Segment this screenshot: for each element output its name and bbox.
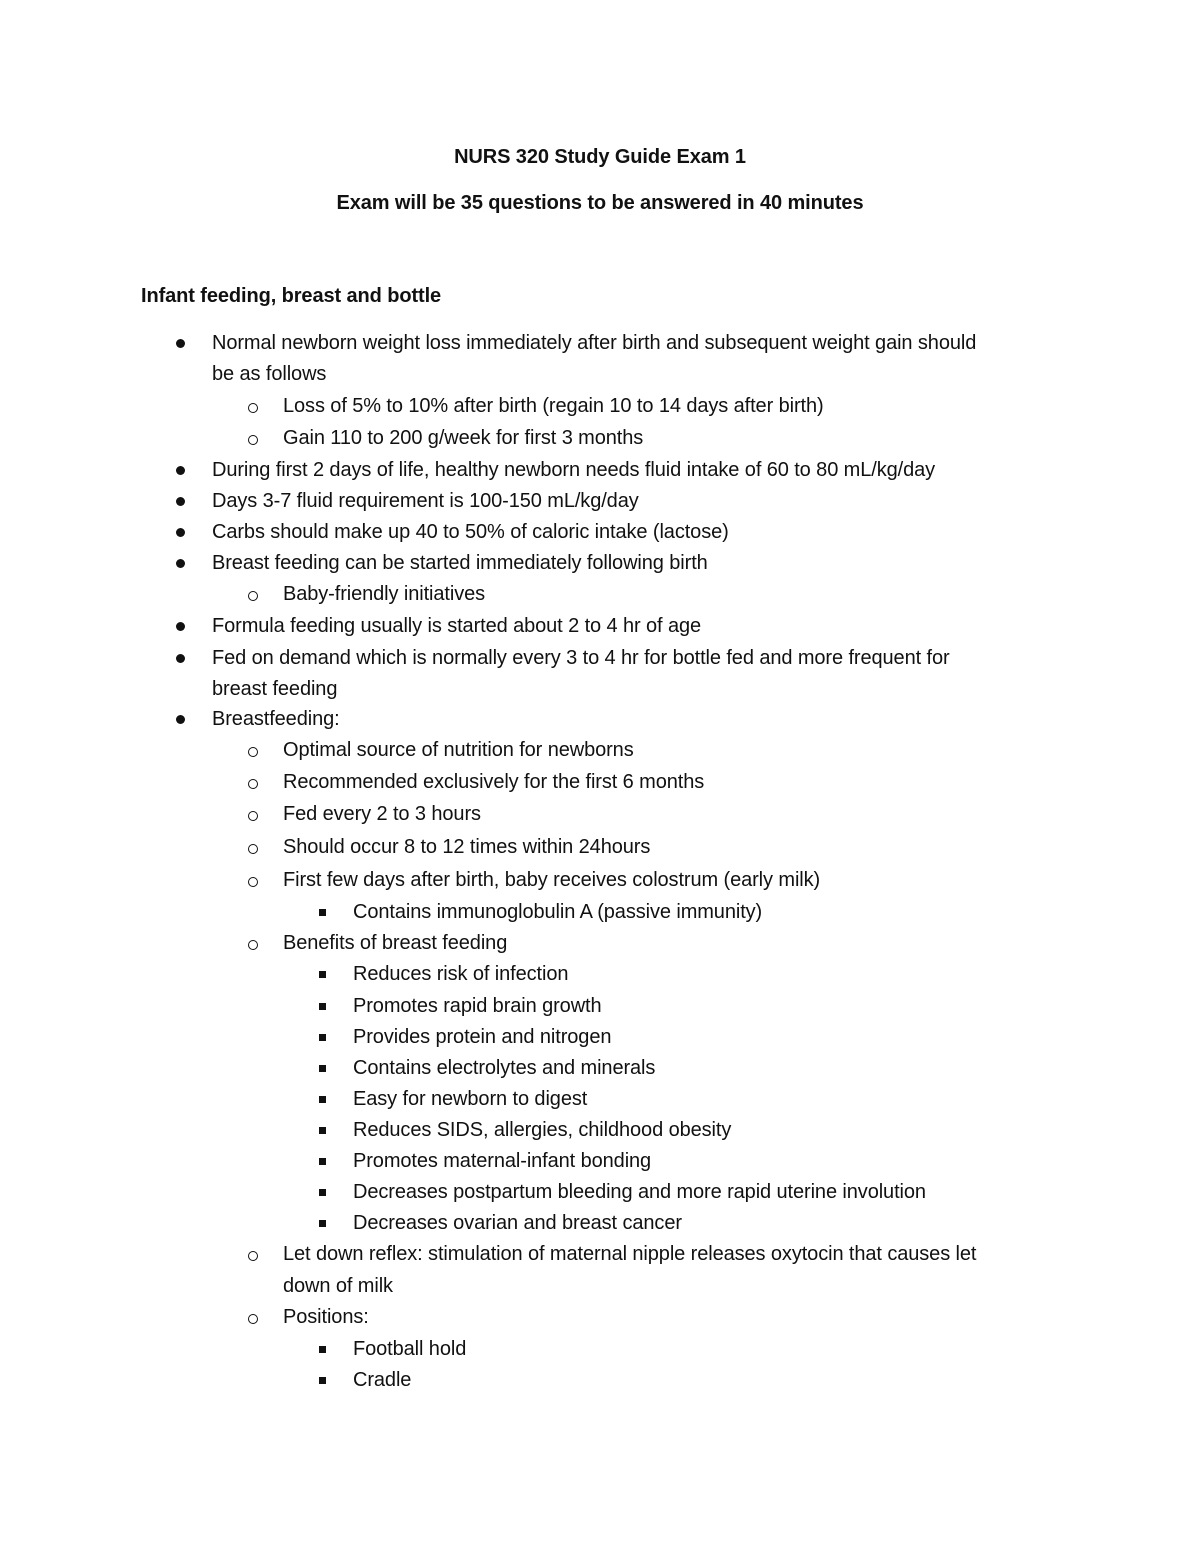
- list-item-text: Carbs should make up 40 to 50% of caloric intake (lactose): [212, 521, 729, 543]
- list-item-text: Contains immunoglobulin A (passive immunity): [353, 901, 763, 923]
- bullet-circle-icon: [248, 940, 258, 950]
- list-item-text: Should occur 8 to 12 times within 24hours: [283, 836, 651, 858]
- bullet-square-icon: [319, 1127, 326, 1134]
- bullet-circle-icon: [248, 403, 258, 413]
- bullet-circle-icon: [248, 877, 258, 887]
- bullet-circle-icon: [248, 779, 258, 789]
- bullet-circle-icon: [248, 1314, 258, 1324]
- list-item-text: Gain 110 to 200 g/week for first 3 months: [283, 427, 644, 449]
- bullet-circle-icon: [248, 811, 258, 821]
- bullet-circle-icon: [248, 591, 258, 601]
- bullet-dot-icon: [176, 528, 185, 537]
- list-item-text: Decreases ovarian and breast cancer: [353, 1212, 682, 1234]
- list-item-text: Promotes maternal-infant bonding: [353, 1150, 652, 1172]
- bullet-square-icon: [319, 1377, 326, 1384]
- list-item-text: Reduces risk of infection: [353, 963, 569, 985]
- section-heading: Infant feeding, breast and bottle: [141, 285, 442, 307]
- list-item-text: Positions:: [283, 1306, 369, 1328]
- bullet-square-icon: [319, 1096, 326, 1103]
- list-item-text: Football hold: [353, 1338, 467, 1360]
- bullet-square-icon: [319, 1003, 326, 1010]
- list-item-text: Benefits of breast feeding: [283, 932, 508, 954]
- bullet-dot-icon: [176, 466, 185, 475]
- list-item-text: Formula feeding usually is started about 2 to 4 hr of age: [212, 615, 702, 637]
- list-item-text: Let down reflex: stimulation of maternal nipple releases oxytocin that causes let: [283, 1243, 977, 1265]
- list-item-text: Cradle: [353, 1369, 412, 1391]
- list-item-text: Baby-friendly initiatives: [283, 583, 486, 605]
- list-item-text: Promotes rapid brain growth: [353, 995, 602, 1017]
- bullet-square-icon: [319, 971, 326, 978]
- bullet-circle-icon: [248, 747, 258, 757]
- bullet-circle-icon: [248, 1251, 258, 1261]
- list-item-text: During first 2 days of life, healthy newborn needs fluid intake of 60 to 80 mL/kg/day: [212, 459, 936, 481]
- bullet-dot-icon: [176, 497, 185, 506]
- bullet-square-icon: [319, 1065, 326, 1072]
- bullet-square-icon: [319, 909, 326, 916]
- bullet-square-icon: [319, 1158, 326, 1165]
- list-item-text: Breastfeeding:: [212, 708, 340, 730]
- bullet-dot-icon: [176, 339, 185, 348]
- list-item-text: Provides protein and nitrogen: [353, 1026, 612, 1048]
- bullet-square-icon: [319, 1220, 326, 1227]
- list-item-text: Decreases postpartum bleeding and more rapid uterine involution: [353, 1181, 926, 1203]
- list-item-text: Fed on demand which is normally every 3 to 4 hr for bottle fed and more frequent for: [212, 647, 950, 669]
- bullet-circle-icon: [248, 844, 258, 854]
- bullet-square-icon: [319, 1189, 326, 1196]
- list-item-text: breast feeding: [212, 678, 338, 700]
- bullet-square-icon: [319, 1034, 326, 1041]
- bullet-dot-icon: [176, 559, 185, 568]
- list-item-text: Reduces SIDS, allergies, childhood obesity: [353, 1119, 732, 1141]
- list-item-text: Easy for newborn to digest: [353, 1088, 588, 1110]
- bullet-circle-icon: [248, 435, 258, 445]
- list-item-text: Normal newborn weight loss immediately after birth and subsequent weight gain should: [212, 332, 977, 354]
- list-item-text: Contains electrolytes and minerals: [353, 1057, 656, 1079]
- list-item-text: Optimal source of nutrition for newborns: [283, 739, 634, 761]
- bullet-dot-icon: [176, 654, 185, 663]
- list-item-text: Loss of 5% to 10% after birth (regain 10 to 14 days after birth): [283, 395, 824, 417]
- list-item-text: Recommended exclusively for the first 6 months: [283, 771, 705, 793]
- list-item-text: First few days after birth, baby receives colostrum (early milk): [283, 869, 821, 891]
- bullet-dot-icon: [176, 715, 185, 724]
- list-item-text: be as follows: [212, 363, 327, 385]
- list-item-text: Breast feeding can be started immediately following birth: [212, 552, 708, 574]
- list-item-text: Days 3-7 fluid requirement is 100-150 mL/kg/day: [212, 490, 639, 512]
- list-item-text: Fed every 2 to 3 hours: [283, 803, 481, 825]
- bullet-square-icon: [319, 1346, 326, 1353]
- document-subtitle: Exam will be 35 questions to be answered in 40 minutes: [336, 192, 864, 214]
- document-title: NURS 320 Study Guide Exam 1: [454, 146, 746, 168]
- list-item-text: down of milk: [283, 1275, 393, 1297]
- bullet-dot-icon: [176, 622, 185, 631]
